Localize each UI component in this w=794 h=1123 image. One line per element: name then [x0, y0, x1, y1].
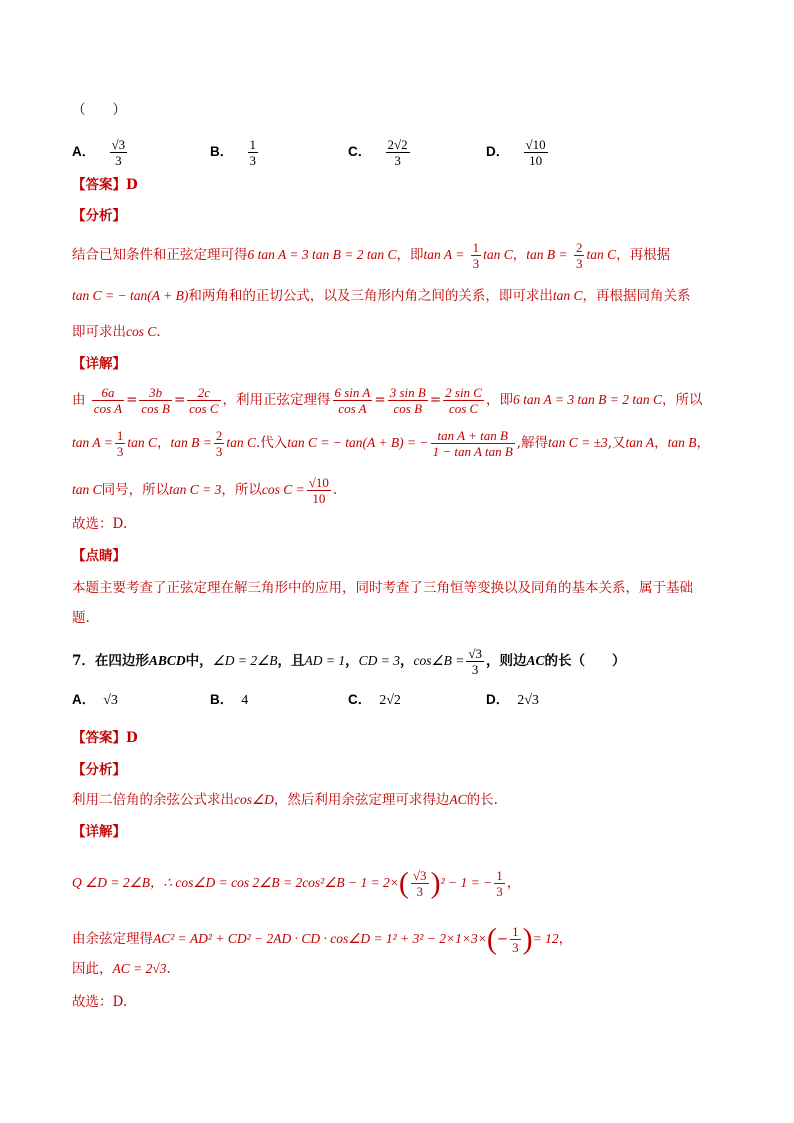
q7-detail-line-1: Q ∠D = 2∠B，∴ cos∠D = cos 2∠B = 2cos²∠B − 1 = 2×( $\frac{√3}{3}$ )² − 1 = − $\frac{1}{3}$ ， [72, 866, 521, 900]
fraction: $\frac{2c}{\text{cos C}}$ [189, 385, 219, 416]
q6-analysis-line-1: 结合已知条件和正弦定理可得6 tan A = 3 tan B = 2 tan C，即tan A = $\frac{1}{3}$ tan C，tan B = $\frac{2}{3}$ tan C，再根据 [72, 240, 671, 271]
fraction: $\frac{√3}{3}$ [111, 137, 126, 168]
q7-stem: 7．在四边形ABCD中，∠D = 2∠B，且AD = 1，CD = 3，cos∠B = $\frac{√3}{3}$ ，则边AC的长（ ） [72, 646, 626, 677]
q6-answer: 【答案】D [72, 177, 138, 193]
fraction: $\frac{1}{3}$ [116, 428, 124, 459]
fraction: $\frac{\text{3 sin B}}{\text{cos B}}$ [389, 385, 426, 416]
q6-analysis-line-2: tan C = − tan(A + B)和两角和的正切公式，以及三角形内角之间的关系，即可求出tan C，再根据同角关系 [72, 288, 691, 304]
q6-option-a: A． $\frac{√3}{3}$ [72, 137, 126, 168]
q7-analysis-heading: 【分析】 [72, 762, 126, 778]
question-bracket: （ ） [72, 102, 126, 118]
fraction: $\frac{2}{3}$ [215, 428, 223, 459]
q7-option-b: B． 4 [210, 692, 249, 708]
q7-answer: 【答案】D [72, 730, 138, 746]
q6-option-c: C． $\frac{2√2}{3}$ [348, 137, 408, 168]
q6-detail-line-3: tan C同号，所以tan C = 3，所以cos C = $\frac{√10}{10}$ . [72, 475, 338, 506]
q6-choose: 故选：D. [72, 516, 128, 532]
fraction: $\frac{\text{2 sin C}}{\text{cos C}}$ [445, 385, 482, 416]
fraction: $\frac{√10}{10}$ [525, 137, 546, 168]
q6-detail-heading: 【详解】 [72, 356, 126, 372]
fraction: $\frac{1}{3}$ [249, 137, 257, 168]
q7-detail-line-3: 因此，AC = 2√3. [72, 961, 171, 977]
q6-detail-line-1: 由 $\frac{6a}{\text{cos A}}$ = $\frac{3b}{\text{cos B}}$ = $\frac{2c}{\text{cos C}}$ ，利用正弦定理得 $\frac{\text{6 sin A}}{\text{cos A}}$ = $\frac{\text{3 sin B}}{\text{cos B}}$ = $\frac{\text{2 sin C}}{\text{cos C}}$ ，即6 tan A = 3 tan B = 2 tan C，所以 [72, 385, 703, 416]
q7-detail-heading: 【详解】 [72, 824, 126, 840]
fraction: $\frac{√3}{3}$ [468, 646, 482, 677]
fraction: $\frac{\text{6 sin A}}{\text{cos A}}$ [334, 385, 371, 416]
q6-option-b: B． $\frac{1}{3}$ [210, 137, 257, 168]
q6-analysis-heading: 【分析】 [72, 208, 126, 224]
q7-option-a: A． √3 [72, 692, 118, 708]
fraction: $\frac{6a}{\text{cos A}}$ [93, 385, 123, 416]
fraction: $\frac{2}{3}$ [575, 240, 583, 271]
q6-comment-line-1: 本题主要考查了正弦定理在解三角形中的应用，同时考查了三角恒等变换以及同角的基本关系，属于基础 [72, 580, 693, 596]
q6-detail-line-2: tan A = $\frac{1}{3}$ tan C，tan B = $\frac{2}{3}$ tan C.代入tan C = − tan(A + B) = − $\frac{\text{tan A + tan B}}{\text{1 − tan A tan B}}$ ,解得tan C = ±3,又tan A，tan B， [72, 428, 711, 459]
q6-comment-line-2: 题. [72, 610, 90, 626]
q7-detail-line-2: 由余弦定理得AC² = AD² + CD² − 2AD · CD · cos∠D = 1² + 3² − 2×1×3×(− $\frac{1}{3}$ )= 12， [72, 922, 573, 956]
fraction: $\frac{3b}{\text{cos B}}$ [141, 385, 170, 416]
fraction: $\frac{2√2}{3}$ [387, 137, 408, 168]
q7-analysis-line: 利用二倍角的余弦公式求出cos∠D，然后利用余弦定理可求得边AC的长. [72, 792, 498, 808]
q7-option-c: C． 2√2 [348, 692, 401, 708]
fraction: $\frac{\text{tan A + tan B}}{\text{1 − tan A tan B}}$ [432, 428, 513, 459]
fraction: $\frac{√3}{3}$ [412, 868, 427, 899]
fraction: $\frac{1}{3}$ [472, 240, 480, 271]
q7-option-d: D． 2√3 [486, 692, 539, 708]
fraction: $\frac{1}{3}$ [512, 924, 519, 955]
q6-analysis-line-3: 即可求出cos C. [72, 324, 161, 340]
q6-option-d: D． $\frac{√10}{10}$ [486, 137, 546, 168]
q7-choose: 故选：D. [72, 994, 128, 1010]
q6-comment-heading: 【点睛】 [72, 548, 126, 564]
fraction: $\frac{1}{3}$ [496, 868, 503, 899]
fraction: $\frac{√10}{10}$ [308, 475, 329, 506]
